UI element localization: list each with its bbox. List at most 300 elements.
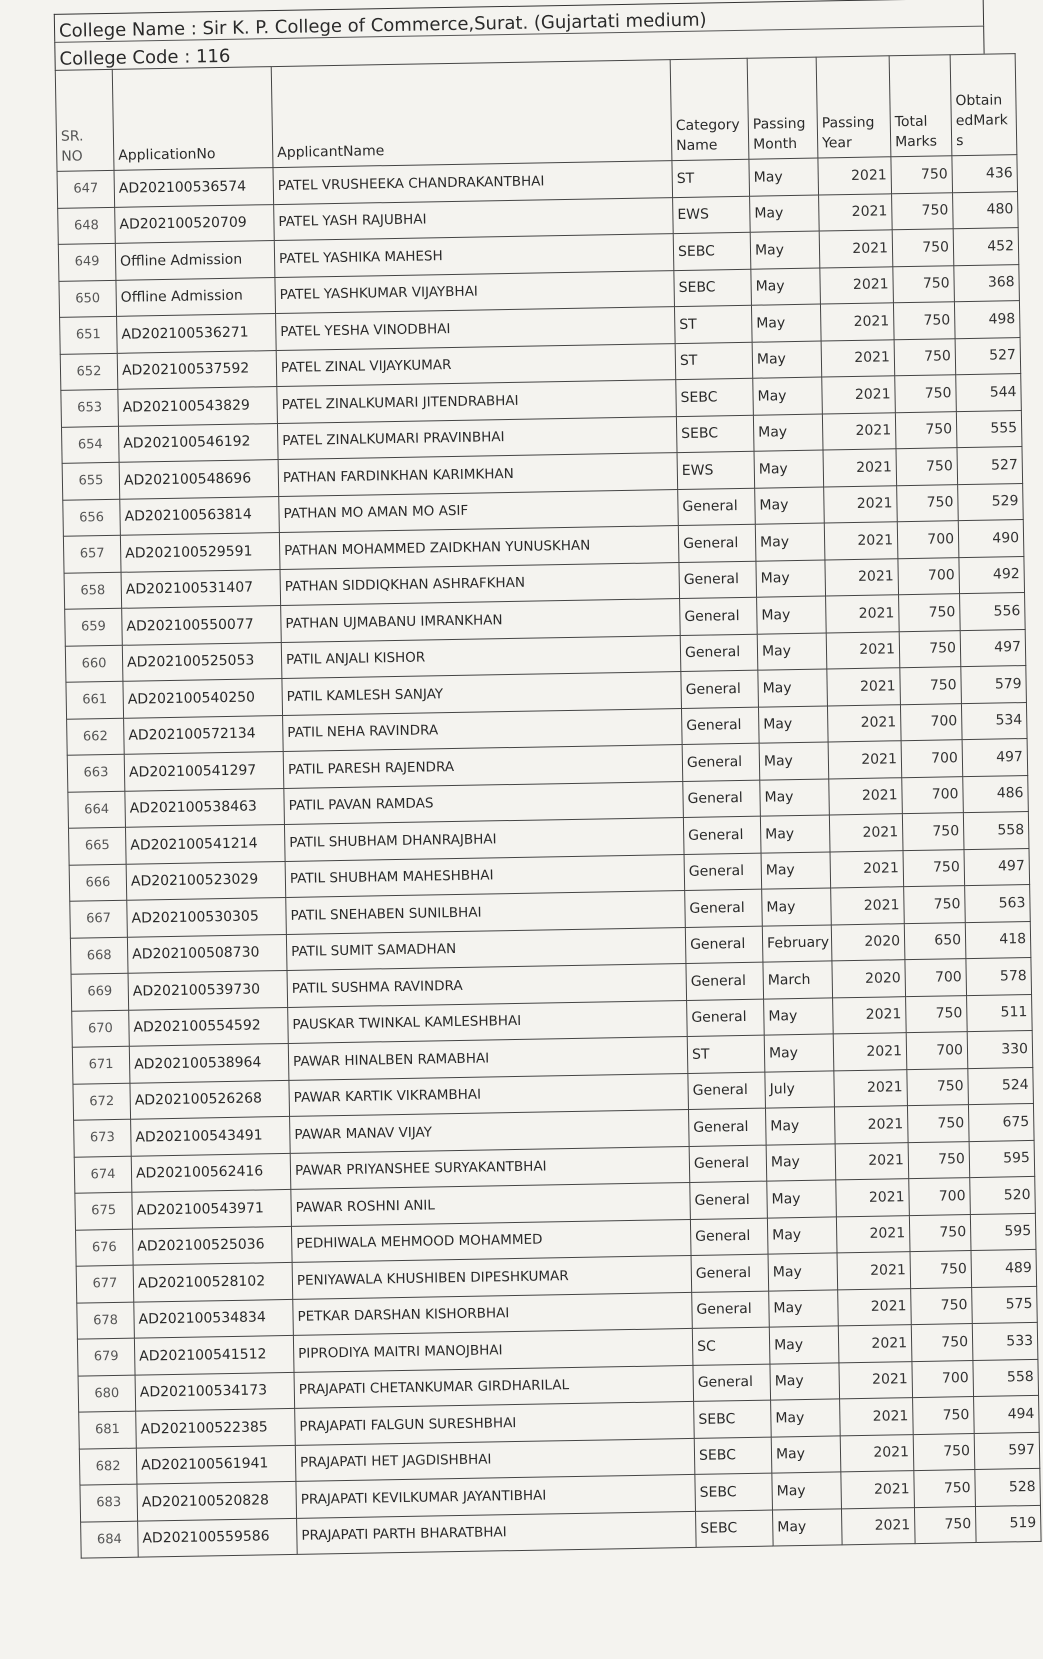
applicant-name-cell: PATHAN MOHAMMED ZAIDKHAN YUNUSKHAN bbox=[279, 526, 679, 569]
sr-no-cell: 679 bbox=[77, 1338, 135, 1375]
applicant-name-cell: PATIL SHUBHAM MAHESHBHAI bbox=[285, 854, 685, 897]
sr-no-cell: 678 bbox=[77, 1302, 135, 1339]
col-header-sr-no: SR. NO bbox=[55, 69, 114, 171]
category-cell: General bbox=[683, 816, 761, 854]
application-no-cell: AD202100508730 bbox=[127, 934, 287, 973]
total-marks-cell: 750 bbox=[903, 849, 965, 887]
category-cell: General bbox=[688, 1108, 766, 1146]
total-marks-cell: 750 bbox=[897, 484, 959, 522]
passing-month-cell: February bbox=[762, 924, 832, 962]
category-cell: EWS bbox=[677, 451, 755, 489]
passing-year-cell: 2021 bbox=[836, 1179, 910, 1217]
passing-year-cell: 2021 bbox=[823, 449, 897, 487]
application-no-cell: AD202100534173 bbox=[135, 1372, 295, 1411]
applicant-name-cell: PATIL SUSHMA RAVINDRA bbox=[287, 963, 687, 1006]
category-cell: EWS bbox=[673, 196, 751, 234]
sr-no-cell: 663 bbox=[67, 754, 125, 791]
obtained-marks-cell: 520 bbox=[970, 1176, 1036, 1214]
obtained-marks-cell: 489 bbox=[971, 1249, 1037, 1287]
applicant-name-cell: PRAJAPATI CHETANKUMAR GIRDHARILAL bbox=[294, 1365, 694, 1408]
application-no-cell: AD202100525036 bbox=[132, 1226, 292, 1265]
category-cell: General bbox=[681, 707, 759, 745]
sr-no-cell: 664 bbox=[68, 791, 126, 828]
sr-no-cell: 649 bbox=[58, 243, 116, 280]
passing-year-cell: 2021 bbox=[834, 1069, 908, 1107]
passing-month-cell: May bbox=[760, 815, 830, 853]
passing-month-cell: May bbox=[753, 377, 823, 415]
applicant-name-cell: PEDHIWALA MEHMOOD MOHAMMED bbox=[291, 1219, 691, 1262]
obtained-marks-cell: 497 bbox=[962, 739, 1028, 777]
application-no-cell: AD202100540250 bbox=[123, 679, 283, 718]
col-header-passing-month: Passing Month bbox=[747, 57, 818, 159]
passing-month-cell: May bbox=[756, 560, 826, 598]
applicant-name-cell: PATIL PARESH RAJENDRA bbox=[283, 745, 683, 788]
applicant-name-cell: PRAJAPATI PARTH BHARATBHAI bbox=[297, 1511, 697, 1554]
total-marks-cell: 750 bbox=[911, 1287, 973, 1325]
application-no-cell: AD202100531407 bbox=[121, 569, 281, 608]
total-marks-cell: 700 bbox=[897, 521, 959, 559]
total-marks-cell: 750 bbox=[893, 265, 955, 303]
application-no-cell: AD202100536271 bbox=[117, 314, 277, 353]
obtained-marks-cell: 597 bbox=[974, 1432, 1040, 1470]
category-cell: General bbox=[690, 1181, 768, 1219]
sr-no-cell: 660 bbox=[65, 645, 123, 682]
applicant-name-cell: PRAJAPATI HET JAGDISHBHAI bbox=[295, 1438, 695, 1481]
sr-no-cell: 671 bbox=[72, 1046, 130, 1083]
application-no-cell: AD202100562416 bbox=[131, 1153, 291, 1192]
passing-month-cell: May bbox=[758, 705, 828, 743]
total-marks-cell: 700 bbox=[906, 1032, 968, 1070]
passing-month-cell: May bbox=[749, 158, 819, 196]
total-marks-cell: 750 bbox=[899, 594, 961, 632]
passing-year-cell: 2021 bbox=[831, 887, 905, 925]
obtained-marks-cell: 558 bbox=[963, 811, 1029, 849]
sr-no-cell: 655 bbox=[62, 462, 120, 499]
sr-no-cell: 666 bbox=[69, 864, 127, 901]
category-cell: General bbox=[691, 1254, 769, 1292]
applicant-name-cell: PATIL NEHA RAVINDRA bbox=[283, 708, 683, 751]
total-marks-cell: 700 bbox=[905, 959, 967, 997]
passing-year-cell: 2021 bbox=[822, 376, 896, 414]
passing-year-cell: 2021 bbox=[833, 1033, 907, 1071]
application-no-cell: AD202100561941 bbox=[136, 1445, 296, 1484]
application-no-cell: AD202100523029 bbox=[126, 861, 286, 900]
category-cell: General bbox=[678, 488, 756, 526]
college-code: College Code : 116 bbox=[54, 26, 984, 70]
obtained-marks-cell: 436 bbox=[952, 155, 1018, 193]
passing-year-cell: 2021 bbox=[841, 1471, 915, 1509]
passing-month-cell: May bbox=[755, 523, 825, 561]
application-no-cell: AD202100526268 bbox=[130, 1080, 290, 1119]
category-cell: ST bbox=[672, 159, 750, 197]
applicant-name-cell: PATIL SHUBHAM DHANRAJBHAI bbox=[284, 818, 684, 861]
passing-year-cell: 2021 bbox=[822, 412, 896, 450]
category-cell: General bbox=[680, 597, 758, 635]
passing-year-cell: 2021 bbox=[824, 485, 898, 523]
sr-no-cell: 684 bbox=[81, 1521, 139, 1558]
sr-no-cell: 654 bbox=[61, 426, 119, 463]
obtained-marks-cell: 490 bbox=[958, 520, 1024, 558]
passing-month-cell: May bbox=[768, 1253, 838, 1291]
college-name: College Name : Sir K. P. College of Commerce,Surat. (Gujartati medium) bbox=[54, 0, 984, 42]
obtained-marks-cell: 675 bbox=[968, 1103, 1034, 1141]
category-cell: SEBC bbox=[695, 1473, 773, 1511]
total-marks-cell: 750 bbox=[902, 813, 964, 851]
obtained-marks-cell: 519 bbox=[975, 1505, 1041, 1543]
passing-month-cell: May bbox=[755, 487, 825, 525]
applicant-name-cell: PIPRODIYA MAITRI MANOJBHAI bbox=[293, 1328, 693, 1371]
obtained-marks-cell: 368 bbox=[954, 264, 1020, 302]
application-no-cell: AD202100538463 bbox=[125, 788, 285, 827]
applicant-name-cell: PATEL YESHA VINODBHAI bbox=[276, 307, 676, 350]
passing-month-cell: May bbox=[752, 341, 822, 379]
total-marks-cell: 700 bbox=[909, 1178, 971, 1216]
category-cell: SEBC bbox=[694, 1437, 772, 1475]
application-no-cell: Offline Admission bbox=[116, 277, 276, 316]
passing-month-cell: May bbox=[758, 669, 828, 707]
sr-no-cell: 652 bbox=[60, 353, 118, 390]
applicant-name-cell: PAUSKAR TWINKAL KAMLESHBHAI bbox=[288, 1000, 688, 1043]
passing-year-cell: 2021 bbox=[825, 558, 899, 596]
sr-no-cell: 659 bbox=[65, 608, 123, 645]
application-no-cell: Offline Admission bbox=[115, 241, 275, 280]
sr-no-cell: 648 bbox=[58, 207, 116, 244]
total-marks-cell: 700 bbox=[902, 776, 964, 814]
passing-year-cell: 2020 bbox=[832, 960, 906, 998]
applicant-name-cell: PATIL KAMLESH SANJAY bbox=[282, 672, 682, 715]
application-no-cell: AD202100529591 bbox=[120, 533, 280, 572]
category-cell: General bbox=[679, 561, 757, 599]
passing-month-cell: May bbox=[766, 1143, 836, 1181]
total-marks-cell: 750 bbox=[910, 1251, 972, 1289]
category-cell: General bbox=[690, 1218, 768, 1256]
category-cell: General bbox=[683, 780, 761, 818]
applicant-name-cell: PATEL YASHIKA MAHESH bbox=[274, 234, 674, 277]
sr-no-cell: 657 bbox=[63, 535, 121, 572]
col-header-category: Category Name bbox=[670, 58, 749, 160]
obtained-marks-cell: 527 bbox=[957, 447, 1023, 485]
table-body bbox=[57, 155, 1041, 1559]
application-no-cell: AD202100546192 bbox=[118, 423, 278, 462]
category-cell: ST bbox=[675, 342, 753, 380]
passing-month-cell: May bbox=[754, 450, 824, 488]
passing-year-cell: 2021 bbox=[818, 157, 892, 195]
sr-no-cell: 677 bbox=[76, 1265, 134, 1302]
passing-month-cell: May bbox=[750, 195, 820, 233]
application-no-cell: AD202100543829 bbox=[118, 387, 278, 426]
passing-month-cell: May bbox=[760, 778, 830, 816]
category-cell: ST bbox=[674, 305, 752, 343]
passing-month-cell: May bbox=[764, 997, 834, 1035]
total-marks-cell: 700 bbox=[912, 1360, 974, 1398]
applicant-name-cell: PAWAR HINALBEN RAMABHAI bbox=[288, 1036, 688, 1079]
applicant-name-cell: PATHAN FARDINKHAN KARIMKHAN bbox=[278, 453, 678, 496]
obtained-marks-cell: 595 bbox=[969, 1140, 1035, 1178]
applicant-name-cell: PATHAN UJMABANU IMRANKHAN bbox=[281, 599, 681, 642]
passing-year-cell: 2021 bbox=[833, 996, 907, 1034]
obtained-marks-cell: 527 bbox=[955, 337, 1021, 375]
passing-year-cell: 2021 bbox=[837, 1252, 911, 1290]
total-marks-cell: 750 bbox=[899, 630, 961, 668]
passing-year-cell: 2021 bbox=[827, 704, 901, 742]
passing-month-cell: July bbox=[765, 1070, 835, 1108]
sr-no-cell: 662 bbox=[67, 718, 125, 755]
application-no-cell: AD202100534834 bbox=[134, 1299, 294, 1338]
passing-month-cell: May bbox=[771, 1399, 841, 1437]
passing-month-cell: May bbox=[765, 1107, 835, 1145]
applicant-name-cell: PATHAN SIDDIQKHAN ASHRAFKHAN bbox=[280, 562, 680, 605]
obtained-marks-cell: 497 bbox=[964, 848, 1030, 886]
application-no-cell: AD202100572134 bbox=[124, 715, 284, 754]
total-marks-cell: 700 bbox=[901, 740, 963, 778]
passing-year-cell: 2021 bbox=[819, 230, 893, 268]
passing-year-cell: 2021 bbox=[830, 850, 904, 888]
application-no-cell: AD202100550077 bbox=[122, 606, 282, 645]
obtained-marks-cell: 498 bbox=[954, 301, 1020, 339]
category-cell: General bbox=[692, 1291, 770, 1329]
total-marks-cell: 750 bbox=[913, 1397, 975, 1435]
category-cell: General bbox=[688, 1072, 766, 1110]
passing-year-cell: 2021 bbox=[840, 1434, 914, 1472]
obtained-marks-cell: 480 bbox=[953, 191, 1019, 229]
application-no-cell: AD202100543971 bbox=[132, 1189, 292, 1228]
total-marks-cell: 750 bbox=[914, 1470, 976, 1508]
obtained-marks-cell: 529 bbox=[958, 483, 1024, 521]
passing-month-cell: May bbox=[761, 851, 831, 889]
sr-no-cell: 669 bbox=[71, 973, 129, 1010]
passing-month-cell: May bbox=[751, 304, 821, 342]
sr-no-cell: 668 bbox=[70, 937, 128, 974]
sr-no-cell: 650 bbox=[59, 280, 117, 317]
applicant-name-cell: PATEL YASHKUMAR VIJAYBHAI bbox=[275, 270, 675, 313]
passing-year-cell: 2021 bbox=[840, 1398, 914, 1436]
passing-year-cell: 2021 bbox=[836, 1215, 910, 1253]
passing-month-cell: May bbox=[769, 1326, 839, 1364]
applicant-name-cell: PATIL SNEHABEN SUNILBHAI bbox=[286, 891, 686, 934]
application-no-cell: AD202100559586 bbox=[138, 1518, 298, 1557]
sr-no-cell: 674 bbox=[74, 1156, 132, 1193]
category-cell: General bbox=[682, 743, 760, 781]
category-cell: SEBC bbox=[695, 1510, 773, 1548]
category-cell: General bbox=[680, 634, 758, 672]
applicant-name-cell: PAWAR ROSHNI ANIL bbox=[291, 1182, 691, 1225]
applicant-name-cell: PENIYAWALA KHUSHIBEN DIPESHKUMAR bbox=[292, 1255, 692, 1298]
application-no-cell: AD202100530305 bbox=[127, 897, 287, 936]
application-no-cell: AD202100536574 bbox=[114, 168, 274, 207]
applicant-name-cell: PATIL SUMIT SAMADHAN bbox=[286, 927, 686, 970]
obtained-marks-cell: 452 bbox=[953, 228, 1019, 266]
col-header-passing-year: Passing Year bbox=[816, 56, 891, 158]
applicant-name-cell: PAWAR MANAV VIJAY bbox=[290, 1109, 690, 1152]
application-no-cell: AD202100539730 bbox=[128, 970, 288, 1009]
total-marks-cell: 700 bbox=[898, 557, 960, 595]
obtained-marks-cell: 533 bbox=[972, 1322, 1038, 1360]
passing-month-cell: May bbox=[759, 742, 829, 780]
sr-no-cell: 673 bbox=[74, 1119, 132, 1156]
passing-month-cell: May bbox=[762, 888, 832, 926]
obtained-marks-cell: 497 bbox=[960, 629, 1026, 667]
passing-month-cell: March bbox=[763, 961, 833, 999]
obtained-marks-cell: 575 bbox=[972, 1286, 1038, 1324]
passing-year-cell: 2021 bbox=[821, 339, 895, 377]
total-marks-cell: 750 bbox=[892, 192, 954, 230]
category-cell: ST bbox=[687, 1035, 765, 1073]
application-no-cell: AD202100541512 bbox=[134, 1335, 294, 1374]
passing-year-cell: 2021 bbox=[838, 1325, 912, 1363]
total-marks-cell: 700 bbox=[900, 703, 962, 741]
total-marks-cell: 750 bbox=[904, 886, 966, 924]
applicant-name-cell: PAWAR PRIYANSHEE SURYAKANTBHAI bbox=[290, 1146, 690, 1189]
category-cell: General bbox=[686, 962, 764, 1000]
passing-year-cell: 2021 bbox=[834, 1106, 908, 1144]
total-marks-cell: 750 bbox=[894, 338, 956, 376]
applicant-name-cell: PATEL ZINALKUMARI PRAVINBHAI bbox=[277, 416, 677, 459]
total-marks-cell: 750 bbox=[907, 1105, 969, 1143]
passing-year-cell: 2021 bbox=[841, 1507, 915, 1545]
total-marks-cell: 750 bbox=[908, 1141, 970, 1179]
application-no-cell: AD202100520709 bbox=[115, 204, 275, 243]
passing-month-cell: May bbox=[771, 1435, 841, 1473]
total-marks-cell: 750 bbox=[896, 448, 958, 486]
passing-month-cell: May bbox=[767, 1216, 837, 1254]
sr-no-cell: 680 bbox=[78, 1375, 136, 1412]
obtained-marks-cell: 528 bbox=[975, 1468, 1041, 1506]
obtained-marks-cell: 330 bbox=[967, 1030, 1033, 1068]
passing-month-cell: May bbox=[770, 1362, 840, 1400]
total-marks-cell: 750 bbox=[911, 1324, 973, 1362]
passing-month-cell: May bbox=[772, 1508, 842, 1546]
total-marks-cell: 750 bbox=[909, 1214, 971, 1252]
sr-no-cell: 651 bbox=[60, 316, 118, 353]
application-no-cell: AD202100528102 bbox=[133, 1262, 293, 1301]
category-cell: General bbox=[693, 1364, 771, 1402]
application-no-cell: AD202100522385 bbox=[136, 1408, 296, 1447]
total-marks-cell: 750 bbox=[900, 667, 962, 705]
obtained-marks-cell: 524 bbox=[968, 1067, 1034, 1105]
obtained-marks-cell: 556 bbox=[960, 593, 1026, 631]
obtained-marks-cell: 563 bbox=[965, 884, 1031, 922]
sr-no-cell: 656 bbox=[63, 499, 121, 536]
sr-no-cell: 672 bbox=[73, 1083, 131, 1120]
applicant-name-cell: PATEL ZINAL VIJAYKUMAR bbox=[276, 343, 676, 386]
total-marks-cell: 750 bbox=[906, 995, 968, 1033]
category-cell: SEBC bbox=[673, 232, 751, 270]
table-header-row bbox=[55, 54, 1017, 172]
col-header-applicant-name: ApplicantName bbox=[271, 60, 672, 168]
category-cell: General bbox=[685, 926, 763, 964]
sr-no-cell: 675 bbox=[75, 1192, 133, 1229]
passing-year-cell: 2021 bbox=[839, 1361, 913, 1399]
passing-year-cell: 2021 bbox=[828, 741, 902, 779]
passing-year-cell: 2021 bbox=[826, 595, 900, 633]
passing-year-cell: 2021 bbox=[819, 193, 893, 231]
application-no-cell: AD202100554592 bbox=[129, 1007, 289, 1046]
obtained-marks-cell: 579 bbox=[961, 666, 1027, 704]
total-marks-cell: 750 bbox=[895, 411, 957, 449]
passing-year-cell: 2021 bbox=[824, 522, 898, 560]
total-marks-cell: 750 bbox=[914, 1506, 976, 1544]
applicant-name-cell: PATHAN MO AMAN MO ASIF bbox=[279, 489, 679, 532]
obtained-marks-cell: 534 bbox=[961, 702, 1027, 740]
total-marks-cell: 750 bbox=[892, 229, 954, 267]
category-cell: General bbox=[689, 1145, 767, 1183]
passing-year-cell: 2021 bbox=[820, 303, 894, 341]
total-marks-cell: 750 bbox=[913, 1433, 975, 1471]
passing-month-cell: May bbox=[753, 414, 823, 452]
total-marks-cell: 750 bbox=[895, 375, 957, 413]
passing-year-cell: 2021 bbox=[826, 631, 900, 669]
applicant-name-cell: PRAJAPATI KEVILKUMAR JAYANTIBHAI bbox=[296, 1474, 696, 1517]
obtained-marks-cell: 511 bbox=[967, 994, 1033, 1032]
sr-no-cell: 676 bbox=[75, 1229, 133, 1266]
passing-year-cell: 2021 bbox=[835, 1142, 909, 1180]
total-marks-cell: 750 bbox=[891, 156, 953, 194]
applicant-name-cell: PAWAR KARTIK VIKRAMBHAI bbox=[289, 1073, 689, 1116]
total-marks-cell: 750 bbox=[893, 302, 955, 340]
col-header-application-no: ApplicationNo bbox=[112, 67, 273, 171]
passing-month-cell: May bbox=[750, 231, 820, 269]
sr-no-cell: 682 bbox=[79, 1448, 137, 1485]
passing-month-cell: May bbox=[757, 632, 827, 670]
passing-year-cell: 2021 bbox=[827, 668, 901, 706]
category-cell: SEBC bbox=[674, 269, 752, 307]
col-header-obtained-marks: Obtain edMark s bbox=[950, 54, 1017, 156]
total-marks-cell: 650 bbox=[904, 922, 966, 960]
obtained-marks-cell: 555 bbox=[956, 410, 1022, 448]
obtained-marks-cell: 486 bbox=[963, 775, 1029, 813]
applicant-name-cell: PATEL ZINALKUMARI JITENDRABHAI bbox=[277, 380, 677, 423]
col-header-total-marks: Total Marks bbox=[889, 55, 952, 157]
total-marks-cell: 750 bbox=[907, 1068, 969, 1106]
category-cell: SEBC bbox=[676, 415, 754, 453]
application-no-cell: AD202100563814 bbox=[120, 496, 280, 535]
category-cell: General bbox=[685, 889, 763, 927]
applicant-name-cell: PATEL YASH RAJUBHAI bbox=[274, 197, 674, 240]
application-no-cell: AD202100543491 bbox=[131, 1116, 291, 1155]
obtained-marks-cell: 494 bbox=[974, 1395, 1040, 1433]
passing-month-cell: May bbox=[769, 1289, 839, 1327]
application-no-cell: AD202100525053 bbox=[122, 642, 282, 681]
passing-year-cell: 2021 bbox=[838, 1288, 912, 1326]
sr-no-cell: 683 bbox=[80, 1484, 138, 1521]
category-cell: SEBC bbox=[694, 1400, 772, 1438]
sr-no-cell: 667 bbox=[70, 900, 128, 937]
category-cell: SC bbox=[692, 1327, 770, 1365]
sr-no-cell: 681 bbox=[79, 1411, 137, 1448]
passing-month-cell: May bbox=[767, 1180, 837, 1218]
merit-list-table bbox=[55, 53, 1042, 1559]
applicant-name-cell: PRAJAPATI FALGUN SURESHBHAI bbox=[295, 1401, 695, 1444]
category-cell: General bbox=[681, 670, 759, 708]
application-no-cell: AD202100541214 bbox=[125, 824, 285, 863]
obtained-marks-cell: 418 bbox=[965, 921, 1031, 959]
sr-no-cell: 653 bbox=[61, 389, 119, 426]
applicant-name-cell: PATIL PAVAN RAMDAS bbox=[284, 781, 684, 824]
application-no-cell: AD202100520828 bbox=[137, 1481, 297, 1520]
application-no-cell: AD202100548696 bbox=[119, 460, 279, 499]
category-cell: SEBC bbox=[676, 378, 754, 416]
passing-year-cell: 2021 bbox=[820, 266, 894, 304]
application-no-cell: AD202100538964 bbox=[129, 1043, 289, 1082]
passing-month-cell: May bbox=[757, 596, 827, 634]
obtained-marks-cell: 492 bbox=[959, 556, 1025, 594]
applicant-name-cell: PATEL VRUSHEEKA CHANDRAKANTBHAI bbox=[273, 161, 673, 204]
category-cell: General bbox=[684, 853, 762, 891]
passing-year-cell: 2021 bbox=[829, 777, 903, 815]
obtained-marks-cell: 595 bbox=[970, 1213, 1036, 1251]
obtained-marks-cell: 558 bbox=[973, 1359, 1039, 1397]
passing-year-cell: 2020 bbox=[831, 923, 905, 961]
